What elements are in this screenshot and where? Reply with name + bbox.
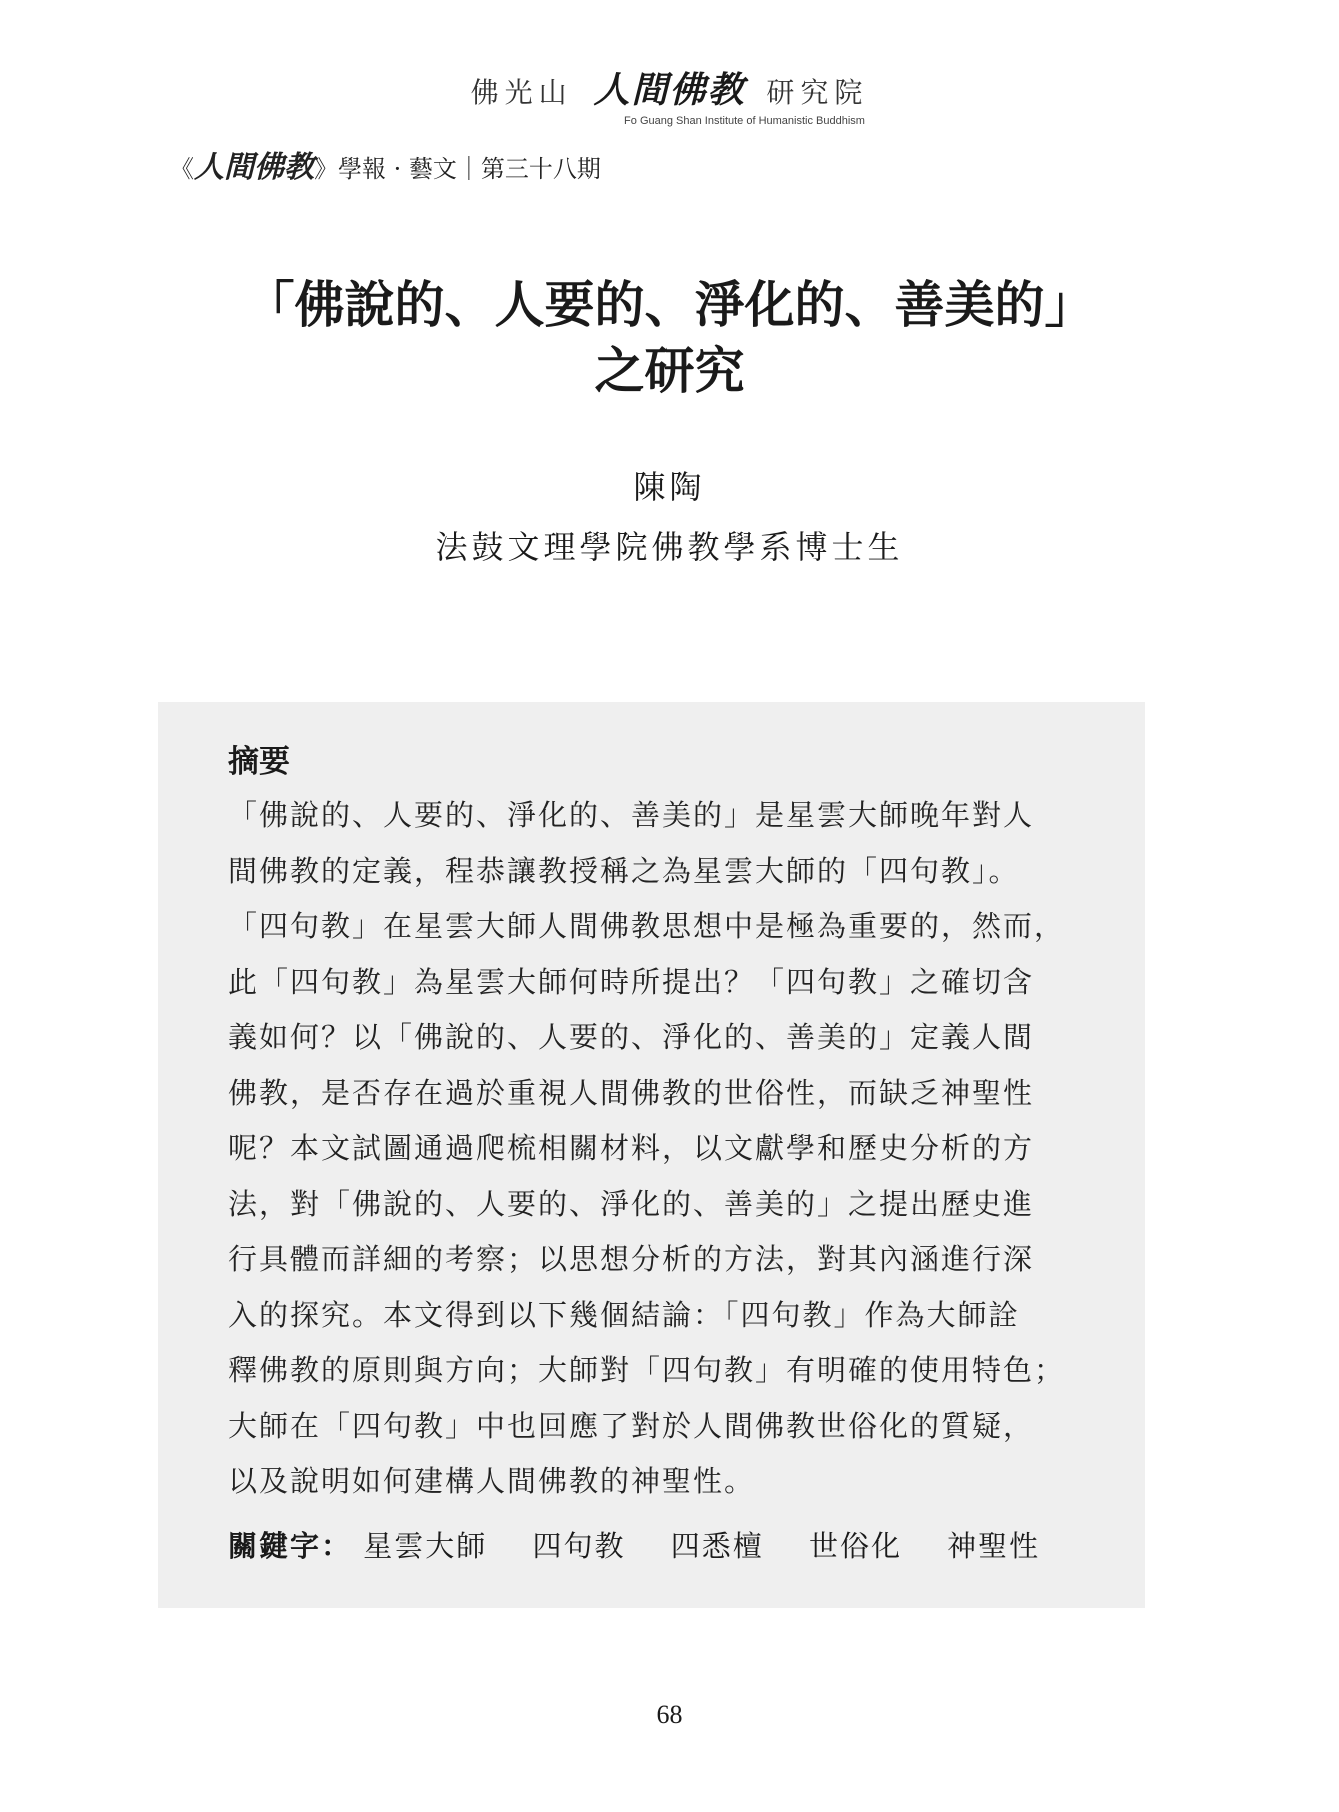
- institute-logo: 人間佛教: [593, 70, 746, 111]
- abstract-heading: 摘要: [228, 744, 290, 780]
- abstract-line: 義如何？以「佛說的、人要的、淨化的、善美的」定義人間: [228, 1020, 1035, 1054]
- abstract-line: 此「四句教」為星雲大師何時所提出？「四句教」之確切含: [228, 964, 1035, 999]
- abstract-line: 間佛教的定義，程恭讓教授稱之為星雲大師的「四句教」。: [228, 853, 1020, 888]
- keyword: 世俗化: [808, 1528, 902, 1563]
- abstract-line: 釋佛教的原則與方向；大師對「四句教」有明確的使用特色；: [228, 1353, 1066, 1387]
- abstract-line: 「四句教」在星雲大師人間佛教思想中是極為重要的，然而，: [228, 909, 1066, 943]
- author-name: 陳陶: [633, 468, 706, 506]
- keyword: 四句教: [532, 1528, 626, 1563]
- abstract-line: 呢？本文試圖通過爬梳相關材料，以文獻學和歷史分析的方: [228, 1131, 1035, 1165]
- abstract-line: 以及說明如何建構人間佛教的神聖性。: [228, 1464, 756, 1498]
- journal-issue: 》學報 · 藝文｜第三十八期: [314, 155, 601, 183]
- page-number: 68: [656, 1700, 683, 1729]
- abstract-line: 大師在「四句教」中也回應了對於人間佛教世俗化的質疑，: [228, 1408, 1035, 1443]
- journal-logo: 人間佛教: [194, 150, 314, 185]
- article-title: [0, 272, 1339, 404]
- institute-header: [0, 62, 1339, 127]
- author-affiliation: 法鼓文理學院佛教學系博士生: [435, 528, 904, 566]
- title-line-2: 之研究: [594, 342, 745, 400]
- abstract-line: 法，對「佛說的、人要的、淨化的、善美的」之提出歷史進: [228, 1186, 1035, 1221]
- institute-name: [0, 62, 1339, 113]
- abstract-line: 入的探究。本文得到以下幾個結論：「四句教」作為大師詮: [228, 1297, 1020, 1332]
- journal-running-header: [170, 142, 601, 186]
- title-line-1: 「佛說的、人要的、淨化的、善美的」: [244, 276, 1095, 334]
- institute-english-name: Fo Guang Shan Institute of Humanistic Buddhism: [624, 115, 865, 127]
- keywords-label: 關鍵字：: [228, 1528, 353, 1563]
- institute-prefix: 佛光山: [470, 76, 573, 109]
- institute-suffix: 研究院: [766, 76, 869, 109]
- keyword: 神聖性: [947, 1528, 1041, 1563]
- abstract-line: 行具體而詳細的考察；以思想分析的方法，對其內涵進行深: [228, 1242, 1035, 1276]
- keyword: 星雲大師: [363, 1528, 488, 1563]
- abstract-line: 「佛說的、人要的、淨化的、善美的」是星雲大師晚年對人: [228, 798, 1035, 832]
- journal-open-quote: 《: [170, 155, 194, 183]
- keyword: 四悉檀: [670, 1528, 764, 1563]
- abstract-line: 佛教，是否存在過於重視人間佛教的世俗性，而缺乏神聖性: [228, 1075, 1035, 1110]
- keywords: [228, 1524, 1075, 1565]
- abstract-body: [228, 788, 1075, 1510]
- abstract-box: [158, 702, 1145, 1608]
